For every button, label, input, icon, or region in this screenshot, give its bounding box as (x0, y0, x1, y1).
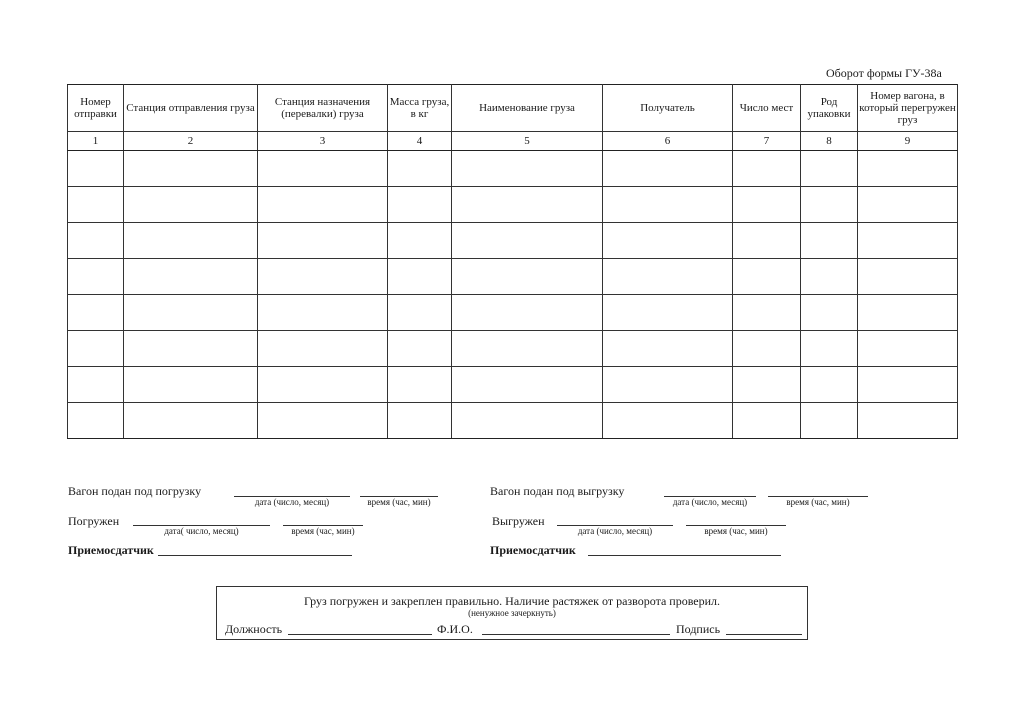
table-cell[interactable] (801, 187, 858, 223)
date-caption: дата( число, месяц) (164, 526, 239, 536)
header-shipment-number: Номер отправки (68, 85, 124, 132)
receiver-label-right: Приемосдатчик (490, 543, 576, 557)
table-cell[interactable] (258, 187, 388, 223)
column-number: 4 (388, 132, 452, 151)
table-cell[interactable] (452, 187, 603, 223)
table-cell[interactable] (68, 331, 124, 367)
table-cell[interactable] (733, 151, 801, 187)
table-cell[interactable] (68, 367, 124, 403)
table-cell[interactable] (258, 223, 388, 259)
inspection-box (216, 586, 808, 640)
table-cell[interactable] (388, 223, 452, 259)
table-cell[interactable] (801, 151, 858, 187)
table-column-numbers-row (68, 132, 958, 151)
position-label: Должность (225, 622, 283, 636)
table-cell[interactable] (258, 151, 388, 187)
table-cell[interactable] (733, 187, 801, 223)
table-cell[interactable] (124, 367, 258, 403)
column-number: 7 (733, 132, 801, 151)
time-caption: время (час, мин) (704, 526, 768, 536)
table-cell[interactable] (68, 187, 124, 223)
receiver-signature-field-right[interactable] (588, 555, 781, 556)
table-cell[interactable] (124, 259, 258, 295)
table-cell[interactable] (68, 403, 124, 439)
table-cell[interactable] (801, 295, 858, 331)
table-cell[interactable] (124, 223, 258, 259)
table-cell[interactable] (258, 403, 388, 439)
table-cell[interactable] (452, 331, 603, 367)
table-cell[interactable] (452, 295, 603, 331)
table-cell[interactable] (733, 367, 801, 403)
table-cell[interactable] (858, 403, 958, 439)
signature-label: Подпись (676, 622, 721, 636)
receiver-label: Приемосдатчик (68, 543, 154, 557)
date-caption: дата (число, месяц) (577, 526, 653, 536)
table-cell[interactable] (603, 403, 733, 439)
table-cell[interactable] (733, 259, 801, 295)
table-cell[interactable] (68, 295, 124, 331)
table-cell[interactable] (258, 295, 388, 331)
table-cell[interactable] (858, 223, 958, 259)
column-number: 2 (124, 132, 258, 151)
table-cell[interactable] (452, 259, 603, 295)
table-cell[interactable] (388, 403, 452, 439)
table-cell[interactable] (388, 367, 452, 403)
table-cell[interactable] (801, 403, 858, 439)
header-cargo-mass: Масса груза, в кг (388, 85, 452, 132)
date-caption: дата (число, месяц) (672, 497, 748, 507)
column-number: 8 (801, 132, 858, 151)
table-cell[interactable] (801, 223, 858, 259)
table-cell[interactable] (733, 403, 801, 439)
table-cell[interactable] (858, 187, 958, 223)
table-cell[interactable] (858, 151, 958, 187)
name-field[interactable] (482, 634, 670, 635)
column-number: 5 (452, 132, 603, 151)
column-number: 3 (258, 132, 388, 151)
table-cell[interactable] (733, 295, 801, 331)
table-cell[interactable] (801, 259, 858, 295)
table-cell[interactable] (388, 295, 452, 331)
table-cell[interactable] (68, 223, 124, 259)
header-departure-station: Станция отправления груза (124, 85, 258, 132)
table-cell[interactable] (603, 259, 733, 295)
table-cell[interactable] (452, 367, 603, 403)
table-cell[interactable] (452, 223, 603, 259)
column-number: 1 (68, 132, 124, 151)
loaded-label: Погружен (68, 514, 120, 528)
table-row (68, 259, 958, 295)
position-field[interactable] (288, 634, 432, 635)
table-cell[interactable] (733, 331, 801, 367)
column-number: 6 (603, 132, 733, 151)
header-recipient: Получатель (603, 85, 733, 132)
header-cargo-name: Наименование груза (452, 85, 603, 132)
table-cell[interactable] (68, 151, 124, 187)
table-row (68, 403, 958, 439)
wagon-loading-label: Вагон подан под погрузку (68, 484, 202, 498)
table-cell[interactable] (858, 259, 958, 295)
table-cell[interactable] (388, 187, 452, 223)
table-cell[interactable] (124, 403, 258, 439)
table-cell[interactable] (388, 331, 452, 367)
table-row (68, 223, 958, 259)
cargo-table (67, 84, 958, 439)
table-cell[interactable] (258, 367, 388, 403)
receiver-signature-field[interactable] (158, 555, 352, 556)
table-cell[interactable] (124, 331, 258, 367)
signature-field[interactable] (726, 634, 802, 635)
time-caption: время (час, мин) (367, 497, 431, 507)
table-cell[interactable] (258, 331, 388, 367)
table-cell[interactable] (124, 151, 258, 187)
table-row (68, 331, 958, 367)
table-row (68, 367, 958, 403)
table-cell[interactable] (124, 295, 258, 331)
column-number: 9 (858, 132, 958, 151)
table-cell[interactable] (733, 223, 801, 259)
header-places-count: Число мест (733, 85, 801, 132)
table-row (68, 151, 958, 187)
form-label: Оборот формы ГУ-38а (826, 66, 942, 80)
table-cell[interactable] (801, 331, 858, 367)
table-cell[interactable] (801, 367, 858, 403)
table-cell[interactable] (603, 367, 733, 403)
table-cell[interactable] (858, 367, 958, 403)
table-cell[interactable] (258, 259, 388, 295)
header-destination-station: Станция назначения (перевалки) груза (258, 85, 388, 132)
time-caption: время (час, мин) (291, 526, 355, 536)
header-packaging-type: Род упаковки (801, 85, 858, 132)
table-header-row (68, 85, 958, 132)
table-cell[interactable] (603, 223, 733, 259)
table-cell[interactable] (858, 295, 958, 331)
date-caption: дата (число, месяц) (254, 497, 330, 507)
wagon-unloading-label: Вагон подан под выгрузку (490, 484, 625, 498)
inspection-statement: Груз погружен и закреплен правильно. Наличие растяжек от разворота проверил. (303, 594, 721, 608)
table-cell[interactable] (388, 259, 452, 295)
table-cell[interactable] (452, 403, 603, 439)
table-cell[interactable] (603, 295, 733, 331)
header-wagon-number: Номер вагона, в который перегружен груз (858, 85, 958, 132)
inspection-note: (ненужное зачеркнуть) (468, 608, 556, 618)
table-row (68, 295, 958, 331)
unloaded-label: Выгружен (492, 514, 545, 528)
table-cell[interactable] (603, 151, 733, 187)
table-cell[interactable] (68, 259, 124, 295)
name-label: Ф.И.О. (437, 622, 473, 636)
table-cell[interactable] (388, 151, 452, 187)
table-cell[interactable] (603, 187, 733, 223)
table-cell[interactable] (124, 187, 258, 223)
table-cell[interactable] (452, 151, 603, 187)
table-row (68, 187, 958, 223)
table-cell[interactable] (603, 331, 733, 367)
time-caption: время (час, мин) (786, 497, 850, 507)
table-cell[interactable] (858, 331, 958, 367)
